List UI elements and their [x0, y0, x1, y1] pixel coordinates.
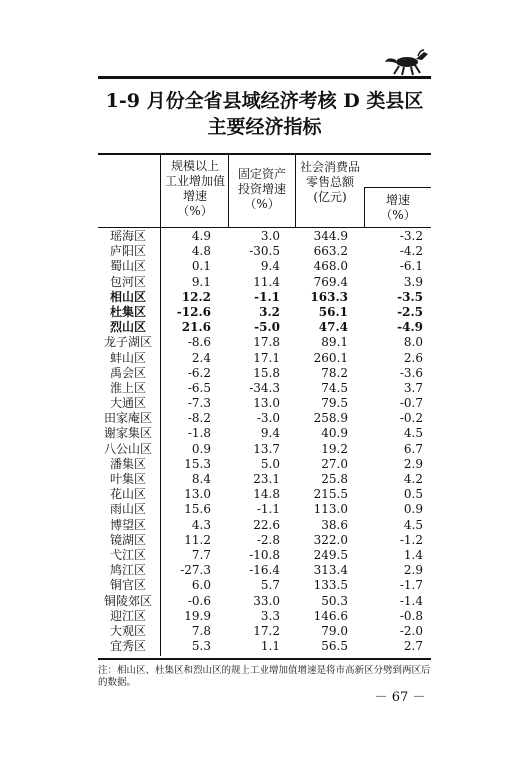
- table-row: [98, 639, 431, 654]
- cell-name: 相山区: [109, 289, 146, 304]
- table-header: [98, 155, 431, 227]
- cell-name: 蚌山区: [109, 350, 146, 365]
- cell-name: 杜集区: [109, 304, 146, 319]
- cell-growth: 4.5: [403, 517, 423, 532]
- table-row: [98, 275, 431, 290]
- cell-industry: -8.6: [187, 335, 211, 350]
- cell-retail: 344.9: [313, 229, 348, 243]
- cell-investment: 5.7: [260, 578, 280, 593]
- cell-name: 花山区: [109, 487, 146, 502]
- cell-retail: 215.5: [313, 487, 348, 502]
- table-row: [98, 366, 431, 381]
- cell-investment: 17.8: [253, 335, 280, 350]
- table-row: [98, 533, 431, 548]
- cell-investment: -10.8: [249, 547, 280, 562]
- cell-name: 铜官区: [109, 578, 146, 593]
- cell-name: 田家庵区: [103, 411, 152, 426]
- cell-retail: 163.3: [310, 289, 348, 304]
- footnote: 注：相山区、杜集区和烈山区的规上工业增加值增速是将市高新区分劈到两区后的数据。: [98, 665, 431, 688]
- table-row: [98, 244, 431, 259]
- cell-industry: 4.9: [191, 229, 211, 243]
- table-row: [98, 351, 431, 366]
- cell-growth: 8.0: [403, 335, 423, 350]
- cell-retail: 40.9: [321, 426, 348, 441]
- cell-growth: 4.5: [403, 426, 423, 441]
- cell-growth: -6.1: [399, 259, 423, 274]
- table-row: [98, 305, 431, 320]
- indicator-table: [98, 153, 431, 660]
- cell-retail: 50.3: [321, 593, 348, 608]
- cell-industry: -12.6: [176, 304, 211, 319]
- cell-name: 博望区: [109, 517, 146, 532]
- table-row: [98, 442, 431, 457]
- cell-investment: -5.0: [254, 320, 280, 335]
- cell-growth: 2.7: [403, 639, 423, 654]
- table-row: [98, 320, 431, 335]
- cell-investment: 15.8: [253, 365, 280, 380]
- table-row: [98, 229, 431, 244]
- cell-industry: -0.6: [187, 593, 211, 608]
- cell-investment: -2.8: [256, 532, 280, 547]
- table-row: [98, 563, 431, 578]
- cell-name: 鸠江区: [109, 563, 146, 578]
- cell-growth: -2.0: [399, 623, 423, 638]
- cell-name: 弋江区: [109, 547, 146, 562]
- cell-investment: 9.4: [260, 426, 280, 441]
- cell-investment: 13.7: [253, 441, 280, 456]
- cell-retail: 468.0: [313, 259, 348, 274]
- cell-growth: 3.9: [403, 274, 423, 289]
- header-rule: [98, 227, 431, 228]
- cell-retail: 146.6: [313, 608, 348, 623]
- cell-retail: 769.4: [313, 274, 348, 289]
- cell-retail: 19.2: [321, 441, 348, 456]
- cell-growth: -3.6: [399, 365, 423, 380]
- cell-industry: -27.3: [180, 563, 211, 578]
- cell-name: 宜秀区: [109, 639, 146, 654]
- header-growth: 增速 （%）: [380, 193, 416, 222]
- divider: [160, 227, 161, 656]
- cell-investment: 14.8: [253, 487, 280, 502]
- horse-logo-icon: [382, 48, 432, 76]
- cell-investment: 23.1: [253, 472, 280, 486]
- cell-growth: 6.7: [403, 441, 423, 456]
- cell-growth: 2.6: [403, 350, 423, 365]
- table-row: [98, 518, 431, 533]
- cell-industry: 9.1: [191, 274, 211, 289]
- cell-industry: 4.3: [191, 517, 211, 532]
- cell-name: 庐阳区: [109, 244, 146, 259]
- divider: [364, 187, 431, 188]
- cell-industry: -6.5: [187, 380, 211, 395]
- page-number: － 67 －: [374, 690, 426, 705]
- cell-growth: 3.7: [403, 380, 423, 395]
- divider: [160, 155, 161, 227]
- cell-industry: 4.8: [191, 244, 211, 259]
- cell-investment: 3.2: [259, 304, 280, 319]
- cell-growth: 2.9: [403, 456, 423, 471]
- cell-investment: 17.2: [253, 623, 280, 638]
- cell-investment: 22.6: [253, 517, 280, 532]
- cell-investment: 1.1: [260, 639, 280, 654]
- cell-retail: 56.5: [321, 639, 348, 654]
- cell-growth: -4.9: [397, 320, 423, 335]
- cell-retail: 78.2: [321, 365, 348, 380]
- cell-industry: 7.7: [191, 547, 211, 562]
- table-row: [98, 426, 431, 441]
- cell-growth: 4.2: [403, 472, 423, 486]
- cell-retail: 89.1: [321, 335, 348, 350]
- table-row: [98, 487, 431, 502]
- cell-name: 大观区: [109, 623, 146, 638]
- table-row: [98, 259, 431, 274]
- cell-investment: -30.5: [249, 244, 280, 259]
- cell-industry: 12.2: [181, 289, 211, 304]
- cell-industry: -6.2: [187, 365, 211, 380]
- cell-growth: 1.4: [403, 547, 423, 562]
- cell-industry: 0.1: [191, 259, 211, 274]
- table-row: [98, 609, 431, 624]
- cell-name: 淮上区: [109, 380, 146, 395]
- table-row: [98, 578, 431, 593]
- cell-industry: 6.0: [191, 578, 211, 593]
- table-row: [98, 290, 431, 305]
- cell-investment: 17.1: [253, 350, 280, 365]
- cell-investment: 5.0: [260, 456, 280, 471]
- cell-retail: 79.5: [321, 396, 348, 411]
- cell-industry: 13.0: [184, 487, 211, 502]
- cell-name: 烈山区: [109, 320, 146, 335]
- table-row: [98, 502, 431, 517]
- divider: [228, 155, 229, 227]
- table-row: [98, 335, 431, 350]
- cell-growth: -3.2: [399, 229, 423, 243]
- cell-growth: 0.9: [403, 502, 423, 517]
- divider: [364, 187, 365, 227]
- header-industry: 规模以上 工业增加值 增速 （%）: [164, 159, 225, 218]
- cell-industry: 0.9: [191, 441, 211, 456]
- cell-retail: 258.9: [313, 411, 348, 426]
- cell-industry: 7.8: [191, 623, 211, 638]
- cell-retail: 56.1: [318, 304, 348, 319]
- cell-name: 叶集区: [109, 472, 146, 486]
- cell-retail: 113.0: [313, 502, 348, 517]
- cell-name: 铜陵郊区: [103, 593, 152, 608]
- cell-name: 大通区: [109, 396, 146, 411]
- table-row: [98, 548, 431, 563]
- cell-retail: 79.0: [321, 623, 348, 638]
- cell-name: 蜀山区: [109, 259, 146, 274]
- cell-growth: -0.2: [399, 411, 423, 426]
- cell-growth: -3.5: [397, 289, 423, 304]
- cell-industry: 8.4: [191, 472, 211, 486]
- cell-industry: 11.2: [184, 532, 211, 547]
- cell-investment: 3.3: [260, 608, 280, 623]
- cell-growth: -1.4: [399, 593, 423, 608]
- cell-growth: -0.8: [399, 608, 423, 623]
- table-row: [98, 624, 431, 639]
- cell-industry: 15.3: [184, 456, 211, 471]
- cell-investment: 3.0: [260, 229, 280, 243]
- cell-growth: -0.7: [399, 396, 423, 411]
- cell-retail: 74.5: [321, 380, 348, 395]
- cell-growth: -1.7: [399, 578, 423, 593]
- cell-growth: -1.2: [399, 532, 423, 547]
- cell-industry: 19.9: [184, 608, 211, 623]
- cell-retail: 313.4: [313, 563, 348, 578]
- cell-retail: 249.5: [313, 547, 348, 562]
- cell-retail: 133.5: [313, 578, 348, 593]
- cell-growth: -2.5: [397, 304, 423, 319]
- cell-industry: 15.6: [184, 502, 211, 517]
- cell-industry: -8.2: [187, 411, 211, 426]
- cell-name: 镜湖区: [109, 532, 146, 547]
- cell-investment: -34.3: [249, 380, 280, 395]
- header-retail: 社会消费品 零售总额 (亿元): [299, 160, 360, 204]
- cell-growth: 2.9: [403, 563, 423, 578]
- cell-name: 龙子湖区: [103, 335, 152, 350]
- cell-investment: -3.0: [256, 411, 280, 426]
- table-row: [98, 457, 431, 472]
- top-rule: [98, 76, 431, 79]
- cell-industry: 2.4: [191, 350, 211, 365]
- cell-retail: 25.8: [321, 472, 348, 486]
- cell-growth: 0.5: [403, 487, 423, 502]
- cell-industry: -7.3: [187, 396, 211, 411]
- cell-name: 瑶海区: [109, 229, 146, 243]
- cell-investment: 13.0: [253, 396, 280, 411]
- title-line-2: 主要经济指标: [207, 116, 322, 138]
- cell-growth: -4.2: [399, 244, 423, 259]
- cell-name: 潘集区: [109, 456, 146, 471]
- cell-industry: 21.6: [181, 320, 211, 335]
- cell-retail: 322.0: [313, 532, 348, 547]
- cell-retail: 38.6: [321, 517, 348, 532]
- cell-investment: 33.0: [253, 593, 280, 608]
- cell-name: 包河区: [109, 274, 146, 289]
- table-row: [98, 411, 431, 426]
- cell-name: 禹会区: [109, 365, 146, 380]
- cell-industry: -1.8: [187, 426, 211, 441]
- cell-name: 迎江区: [109, 608, 146, 623]
- cell-investment: -1.1: [254, 289, 280, 304]
- cell-name: 谢家集区: [103, 426, 152, 441]
- cell-investment: -1.1: [256, 502, 280, 517]
- cell-name: 八公山区: [103, 441, 152, 456]
- table-row: [98, 396, 431, 411]
- table-row: [98, 594, 431, 609]
- cell-name: 雨山区: [109, 502, 146, 517]
- cell-investment: 11.4: [253, 274, 280, 289]
- table-row: [98, 472, 431, 487]
- cell-retail: 663.2: [313, 244, 348, 259]
- divider: [295, 155, 296, 227]
- cell-investment: 9.4: [260, 259, 280, 274]
- cell-retail: 260.1: [313, 350, 348, 365]
- page-title: [98, 88, 431, 140]
- cell-investment: -16.4: [249, 563, 280, 578]
- cell-retail: 27.0: [321, 456, 348, 471]
- table-body: [98, 229, 431, 654]
- title-line-1: 1-9 月份全省县域经济考核 D 类县区: [105, 90, 424, 112]
- header-investment: 固定资产 投资增速 （%）: [237, 167, 286, 211]
- cell-industry: 5.3: [191, 639, 211, 654]
- cell-retail: 47.4: [318, 320, 348, 335]
- table-row: [98, 381, 431, 396]
